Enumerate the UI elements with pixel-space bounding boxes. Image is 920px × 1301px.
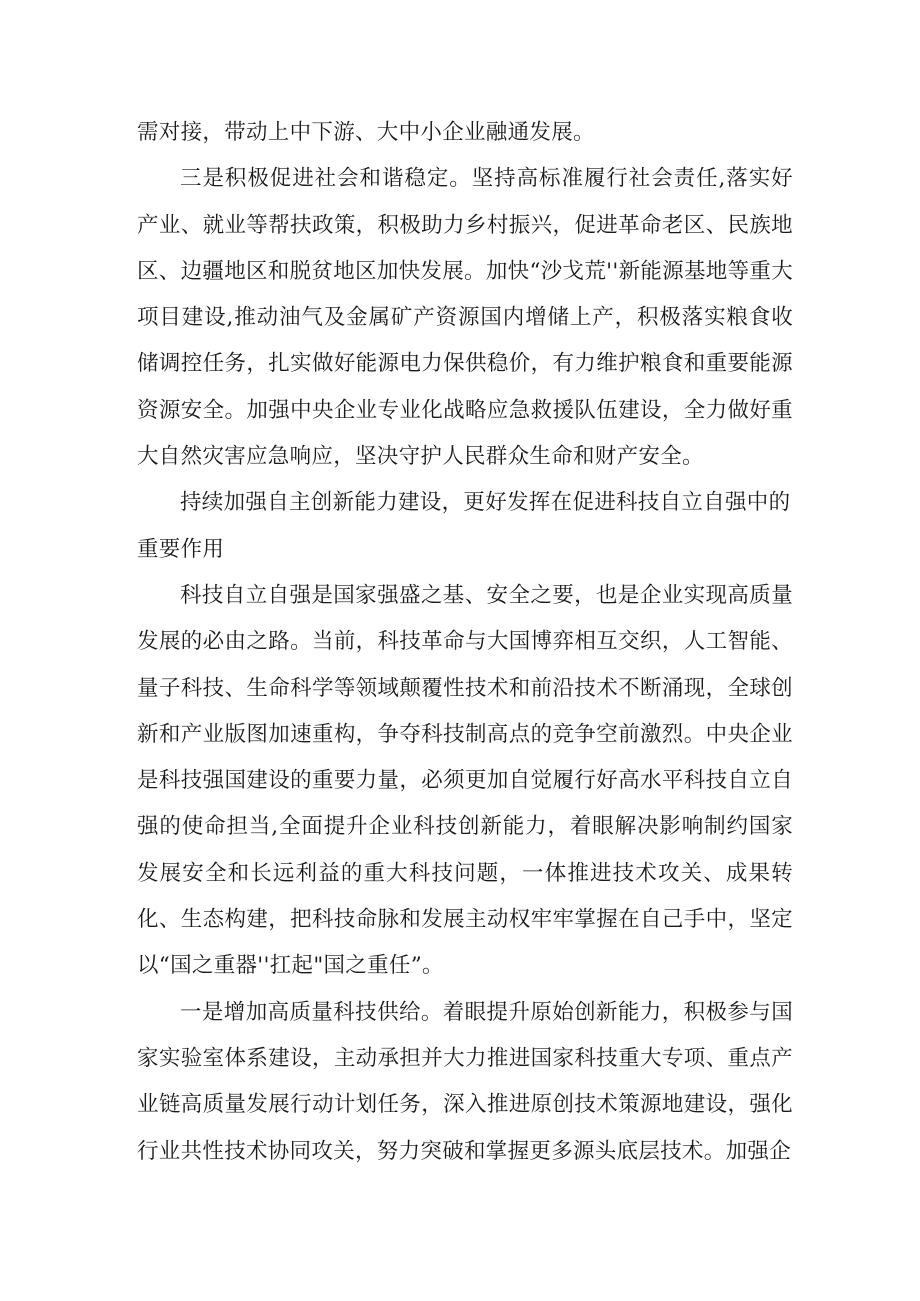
- paragraph-tech-supply: 一是增加高质量科技供给。着眼提升原始创新能力，积极参与国家实验室体系建设，主动承担并大力推进国家科技重大专项、重点产业链高质量发展行动计划任务，深入推进原创技术策源地建设，强化行业共性技术协同攻关，努力突破和掌握更多源头底层技术。加强企: [137, 999, 793, 1164]
- paragraph-continuation: 需对接，带动上中下游、大中小企业融通发展。: [137, 120, 595, 145]
- paragraph-social-stability: 三是积极促进社会和谐稳定。坚持高标准履行社会责任,落实好产业、就业等帮扶政策，积极助力乡村振兴，促进革命老区、民族地区、边疆地区和脱贫地区加快发展。加快“沙戈荒''新能源基地等重大项目建设,推动油气及金属矿产资源国内增储上产，积极落实粮食收储调控任务，扎实做好能源电力保供稳价，有力维护粮食和重要能源资源安全。加强中央企业专业化战略应急救援队伍建设，全力做好重大自然灾害应急响应，坚决守护人民群众生命和财产安全。: [137, 166, 793, 470]
- document-page: [137, 110, 793, 1175]
- paragraph-tech-self-reliance: 科技自立自强是国家强盛之基、安全之要，也是企业实现高质量发展的必由之路。当前，科技革命与大国博弈相互交织，人工智能、量子科技、生命科学等领域颠覆性技术和前沿技术不断涌现，全球创新和产业版图加速重构，争夺科技制高点的竞争空前激烈。中央企业是科技强国建设的重要力量，必须更加自觉履行好高水平科技自立自强的使命担当,全面提升企业科技创新能力，着眼解决影响制约国家发展安全和长远利益的重大科技问题，一体推进技术攻关、成果转化、生态构建，把科技命脉和发展主动权牢牢掌握在自己手中，坚定以“国之重器''扛起"国之重任”。: [137, 582, 793, 979]
- section-heading-innovation: 持续加强自主创新能力建设，更好发挥在促进科技自立自强中的重要作用: [137, 490, 791, 562]
